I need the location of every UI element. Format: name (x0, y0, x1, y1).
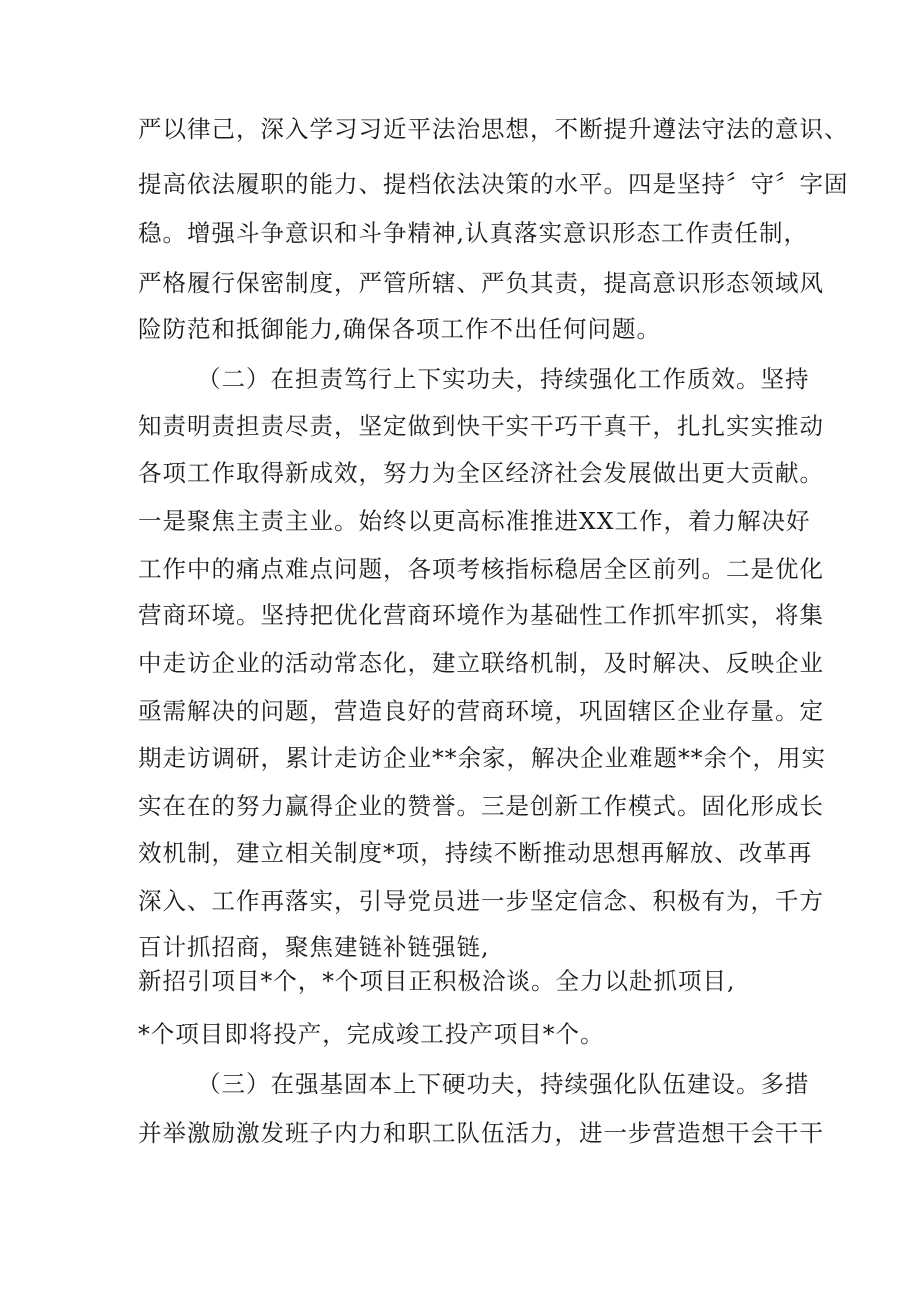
text-line: 中走访企业的活动常态化，建立联络机制，及时解决、反映企业 (138, 649, 824, 677)
text-line: 深入、工作再落实，引导党员进一步坚定信念、积极有为，千方 (138, 887, 824, 915)
text-line: 新招引项目*个，*个项目正积极洽谈。全力以赴抓项目, (138, 967, 736, 995)
text-line: 险防范和抵御能力,确保各项工作不出任何问题。 (138, 315, 661, 343)
text-line: 营商环境。坚持把优化营商环境作为基础性工作抓牢抓实，将集 (138, 601, 824, 629)
text-line: 期走访调研，累计走访企业**余家，解决企业难题**余个，用实 (138, 744, 826, 772)
text-line: 各项工作取得新成效，努力为全区经济社会发展做出更大贡献。 (138, 459, 824, 487)
text-line: 知责明责担责尽责，坚定做到快干实干巧干真干，扎扎实实推动 (138, 412, 824, 440)
text-line: 工作中的痛点难点问题，各项考核指标稳居全区前列。二是优化 (138, 555, 824, 583)
text-line: 稳。增强斗争意识和斗争精神,认真落实意识形态工作责任制， (138, 219, 808, 247)
text-line: 亟需解决的问题，营造良好的营商环境，巩固辖区企业存量。定 (138, 697, 824, 725)
section-heading-line: （三）在强基固本上下硬功夫，持续强化队伍建设。多措 (197, 1070, 810, 1098)
text-line: *个项目即将投产，完成竣工投产项目*个。 (138, 1020, 605, 1048)
text-line: 并举激励激发班子内力和职工队伍活力，进一步营造想干会干干 (138, 1119, 824, 1147)
text-line: 严以律己，深入学习习近平法治思想，不断提升遵法守法的意识、 (138, 115, 849, 143)
text-line: 实在在的努力赢得企业的赞誉。三是创新工作模式。固化形成长 (138, 792, 824, 820)
text-line: 效机制，建立相关制度*项，持续不断推动思想再解放、改革再 (138, 839, 813, 867)
text-line: 一是聚焦主责主业。始终以更高标准推进XX工作，着力解决好 (138, 507, 811, 535)
text-line: 提高依法履职的能力、提档依法决策的水平。四是坚持〞守〞字固 (138, 170, 849, 198)
text-line: 百计抓招商，聚焦建链补链强链, (138, 933, 490, 961)
section-heading-line: （二）在担责笃行上下实功夫，持续强化工作质效。坚持 (197, 365, 810, 393)
text-line: 严格履行保密制度，严管所辖、严负其责，提高意识形态领域风 (138, 269, 824, 297)
